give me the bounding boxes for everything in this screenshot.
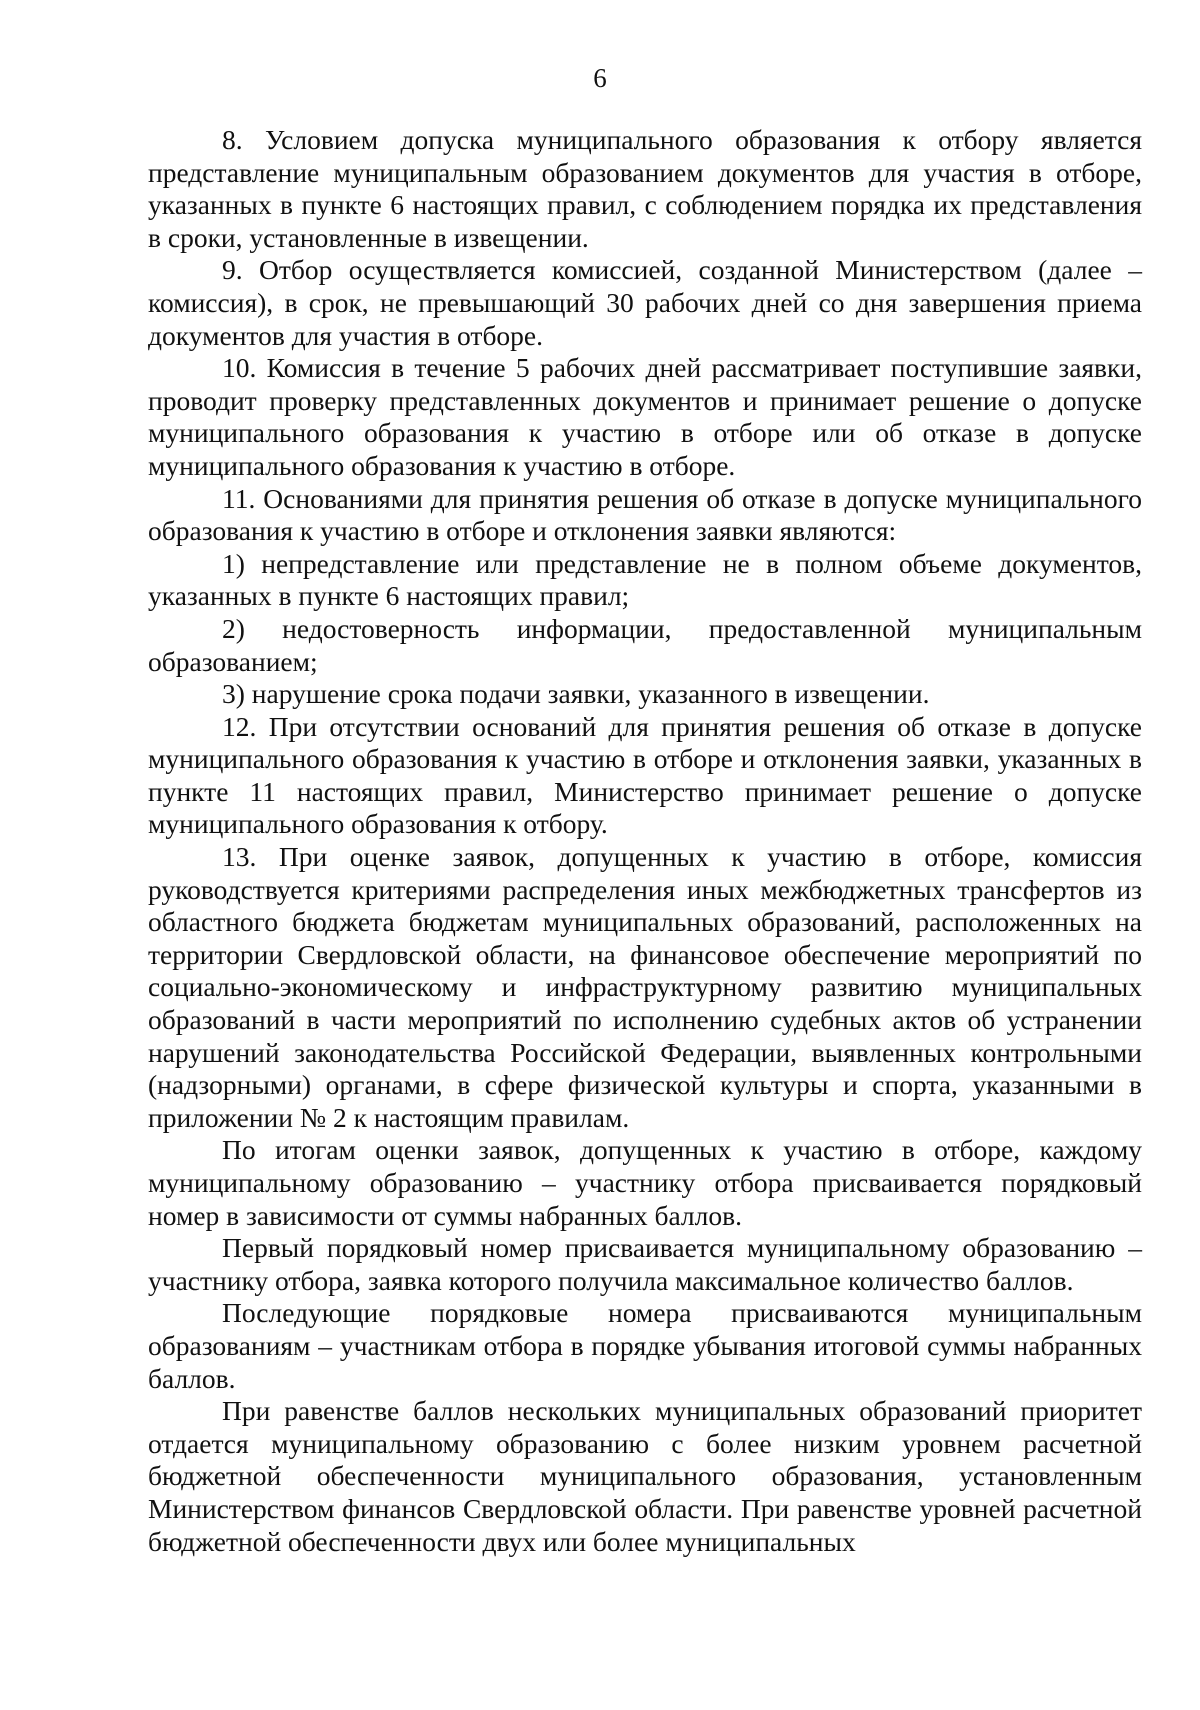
paragraph-10: 10. Комиссия в течение 5 рабочих дней рассматривает поступившие заявки, проводит проверку представленных документов и принимает решение о допуске муниципального образования к участию в отборе или об отказе в допуске муниципального образования к участию в отборе. bbox=[148, 352, 1142, 481]
paragraph-11: 11. Основаниями для принятия решения об отказе в допуске муниципального образования к участию в отборе и отклонения заявки являются: bbox=[148, 482, 1142, 547]
paragraph-12: 12. При отсутствии оснований для принятия решения об отказе в допуске муниципального образования к участию в отборе и отклонения заявки, указанных в пункте 11 настоящих правил, Министерство принимает решение о допуске муниципального образования к отбору. bbox=[148, 710, 1142, 840]
paragraph-ranking: По итогам оценки заявок, допущенных к участию в отборе, каждому муниципальному образованию – участнику отбора присваивается порядковый номер в зависимости от суммы набранных баллов. bbox=[148, 1134, 1142, 1231]
document-body bbox=[148, 124, 1142, 1558]
paragraph-first-number: Первый порядковый номер присваивается муниципальному образованию – участнику отбора, заявка которого получила максимальное количество баллов. bbox=[148, 1232, 1142, 1296]
list-item-3: 3) нарушение срока подачи заявки, указанного в извещении. bbox=[222, 678, 930, 710]
paragraph-9: 9. Отбор осуществляется комиссией, созданной Министерством (далее – комиссия), в срок, не превышающий 30 рабочих дней со дня завершения приема документов для участия в отборе. bbox=[148, 254, 1142, 351]
page-number: 6 bbox=[593, 63, 607, 93]
paragraph-equal-scores: При равенстве баллов нескольких муниципальных образований приоритет отдается муниципальному образованию с более низким уровнем расчетной бюджетной обеспеченности муниципального образования, установленным Министерством финансов Свердловской области. При равенстве уровней расчетной бюджетной обеспеченности двух или более муниципальных bbox=[148, 1395, 1142, 1557]
paragraph-13: 13. При оценке заявок, допущенных к участию в отборе, комиссия руководствуется критериями распределения иных межбюджетных трансфертов из областного бюджета бюджетам муниципальных образований, расположенных на территории Свердловской области, на финансовое обеспечение мероприятий по социально-экономическому и инфраструктурному развитию муниципальных образований в части мероприятий по исполнению судебных актов об устранении нарушений законодательства Российской Федерации, выявленных контрольными (надзорными) органами, в сфере физической культуры и спорта, указанными в приложении № 2 к настоящим правилам. bbox=[148, 841, 1142, 1133]
list-item-1: 1) непредставление или представление не в полном объеме документов, указанных в пункте 6 настоящих правил; bbox=[148, 547, 1142, 612]
list-item-2: 2) недостоверность информации, предоставленной муниципальным образованием; bbox=[148, 612, 1142, 677]
paragraph-8: 8. Условием допуска муниципального образования к отбору является представление муниципальным образованием документов для участия в отборе, указанных в пункте 6 настоящих правил, с соблюдением порядка их представления в сроки, установленные в извещении. bbox=[148, 124, 1142, 253]
paragraph-subsequent-numbers: Последующие порядковые номера присваиваются муниципальным образованиям – участникам отбора в порядке убывания итоговой суммы набранных баллов. bbox=[148, 1297, 1142, 1394]
